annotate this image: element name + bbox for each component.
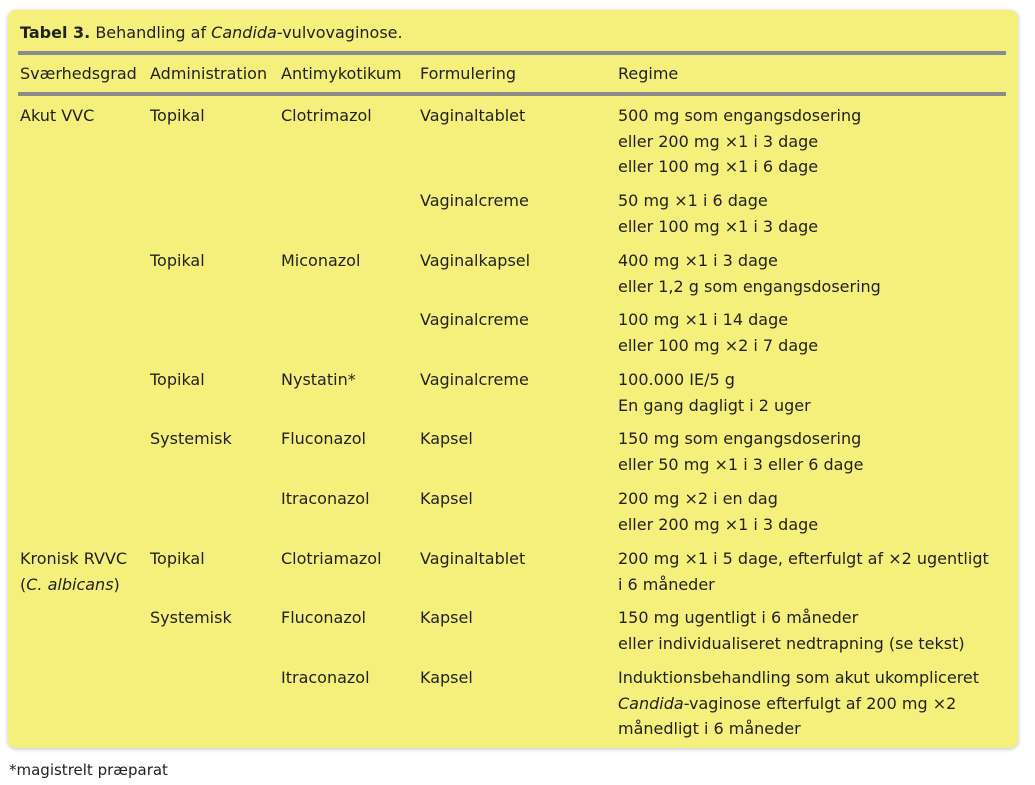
regimen-line: i 6 måneder [618, 574, 715, 594]
cell-drug: Nystatin* [281, 370, 356, 389]
regimen-line: eller 100 mg ×1 i 3 dage [618, 216, 819, 236]
cell-drug: Clotrimazol [281, 106, 372, 125]
cell-regimen [618, 307, 818, 358]
cell-formulation: Vaginalcreme [420, 370, 529, 389]
cell-regimen [618, 248, 881, 299]
regimen-line: En gang dagligt i 2 uger [618, 395, 811, 415]
regimen-line: månedligt i 6 måneder [618, 719, 801, 738]
regimen-line: Induktionsbehandling som akut ukompliceret [618, 668, 980, 687]
cell-regimen [618, 188, 818, 239]
caption-italic: Candida [211, 23, 277, 42]
regimen-line: 100.000 IE/5 g [618, 370, 735, 389]
cell-formulation: Vaginaltablet [420, 549, 526, 568]
table-card [8, 10, 1018, 748]
cell-formulation: Kapsel [420, 608, 473, 627]
caption-label: Tabel 3. [20, 23, 91, 42]
cell-drug: Itraconazol [281, 668, 370, 687]
cell-admin: Topikal [150, 370, 205, 389]
cell-regimen [618, 426, 863, 477]
regimen-line: eller 200 mg ×1 i 3 dage [618, 131, 819, 151]
header-severity: Sværhedsgrad [20, 64, 137, 83]
severity-line: Kronisk RVVC [20, 549, 128, 568]
cell-formulation: Vaginaltablet [420, 106, 526, 125]
cell-admin: Topikal [150, 549, 205, 568]
regimen-line: 50 mg ×1 i 6 dage [618, 191, 768, 210]
header-formulation: Formulering [420, 64, 517, 83]
cell-admin: Systemisk [150, 608, 232, 627]
regimen-line: 200 mg ×2 i en dag [618, 489, 778, 508]
cell-formulation: Kapsel [420, 429, 473, 448]
header-regimen: Regime [618, 64, 679, 83]
cell-severity [20, 546, 127, 597]
regimen-line: 200 mg ×1 i 5 dage, efterfulgt af ×2 ugentligt [618, 549, 989, 568]
regimen-line: 100 mg ×1 i 14 dage [618, 310, 789, 329]
cell-formulation: Vaginalcreme [420, 310, 529, 329]
cell-regimen [618, 546, 989, 597]
regimen-line: 150 mg ugentligt i 6 måneder [618, 608, 859, 627]
regimen-line: eller 200 mg ×1 i 3 dage [618, 514, 819, 534]
severity-organism: (C. albicans) [20, 574, 120, 594]
regimen-line: eller 100 mg ×1 i 6 dage [618, 157, 819, 176]
caption-text-post: -vulvovaginose. [276, 23, 403, 42]
header-rule [18, 92, 1006, 96]
footnote: *magistrelt præparat [9, 761, 168, 779]
cell-drug: Fluconazol [281, 429, 366, 448]
header-administration: Administration [150, 64, 268, 83]
cell-drug: Clotriamazol [281, 549, 382, 568]
header-antimycotic: Antimykotikum [281, 64, 402, 83]
cell-drug: Miconazol [281, 251, 361, 270]
caption-text: Behandling af [95, 23, 212, 42]
regimen-line: eller 1,2 g som engangsdosering [618, 276, 881, 296]
regimen-line: 150 mg som engangsdosering [618, 429, 862, 448]
cell-regimen [618, 665, 979, 742]
cell-admin: Systemisk [150, 429, 232, 448]
cell-drug: Fluconazol [281, 608, 366, 627]
cell-admin: Topikal [150, 106, 205, 125]
regimen-line: eller 100 mg ×2 i 7 dage [618, 335, 819, 355]
cell-regimen [618, 605, 965, 656]
regimen-line: Candida-vaginose efterfulgt af 200 mg ×2 [618, 693, 957, 713]
cell-formulation: Kapsel [420, 668, 473, 687]
regimen-line: 500 mg som engangsdosering [618, 106, 862, 125]
regimen-line: eller individualiseret nedtrapning (se tekst) [618, 633, 965, 653]
cell-admin: Topikal [150, 251, 205, 270]
cell-regimen [618, 486, 818, 537]
table-caption [20, 23, 403, 43]
cell-drug: Itraconazol [281, 489, 370, 508]
cell-formulation: Kapsel [420, 489, 473, 508]
cell-regimen [618, 103, 861, 180]
cell-formulation: Vaginalcreme [420, 191, 529, 210]
regimen-line: eller 50 mg ×1 i 3 eller 6 dage [618, 454, 864, 474]
top-rule [18, 51, 1006, 55]
cell-severity: Akut VVC [20, 106, 95, 125]
cell-formulation: Vaginalkapsel [420, 251, 531, 270]
regimen-line: 400 mg ×1 i 3 dage [618, 251, 778, 270]
cell-regimen [618, 367, 811, 418]
